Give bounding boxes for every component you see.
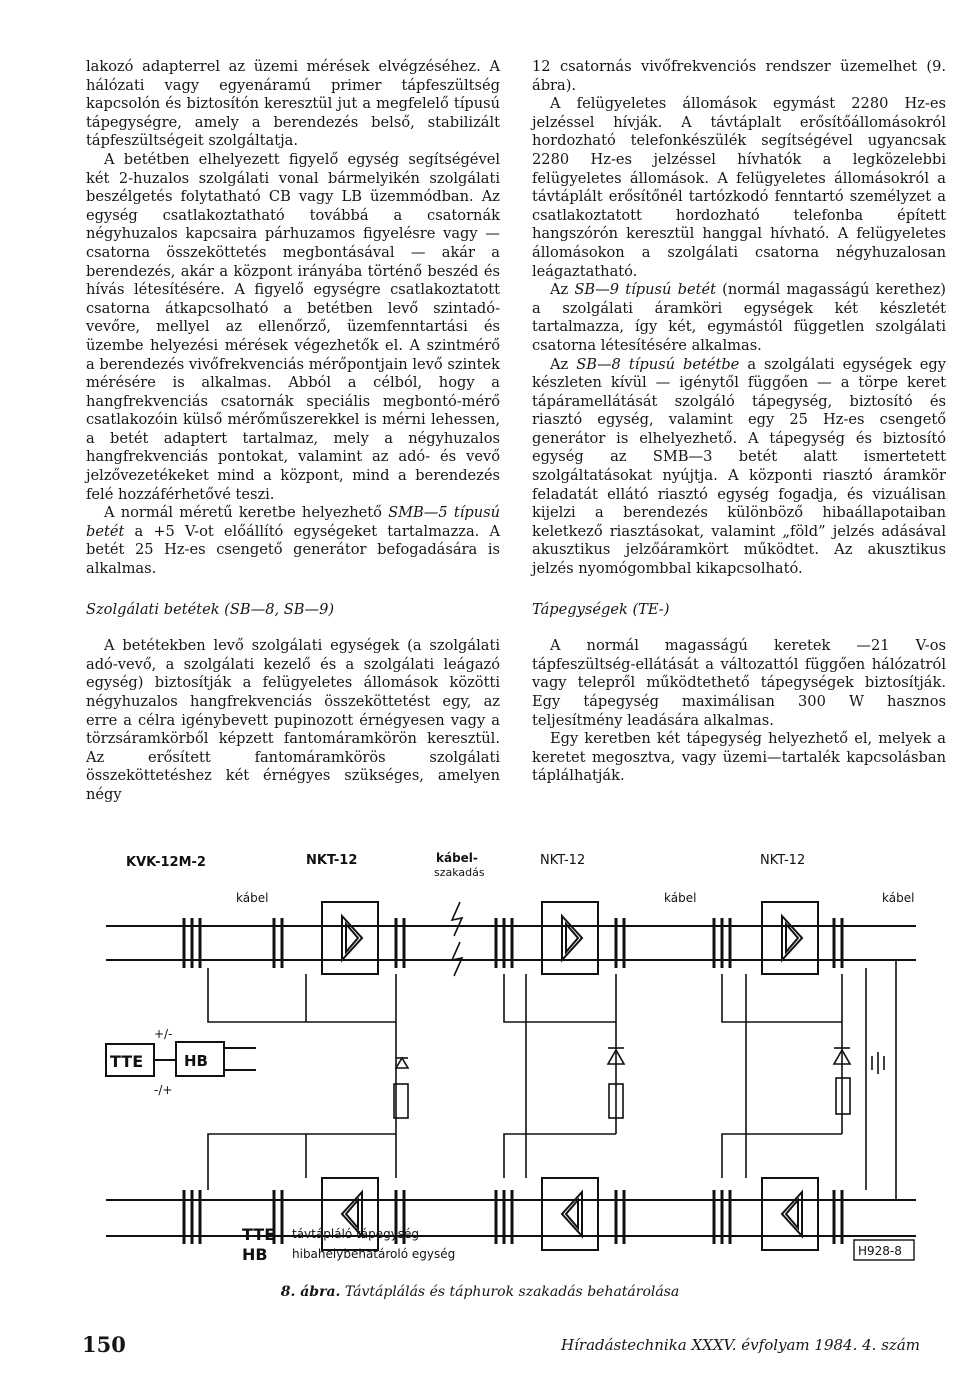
legend-tte-text: távtápláló tápegység <box>292 1227 420 1241</box>
section-heading: Tápegységek (TE-) <box>532 600 670 618</box>
cable-label-3: kábel <box>664 891 697 905</box>
paragraph: A normál magasságú keretek —21 V-os tápfeszültség-ellátását a változattól függően hálózatról vagy telepről működtethető tápegységek biztosítják. Egy tápegység maximálisan 300 W hasznos teljesítmény leadására alkalmas. <box>532 637 946 729</box>
paragraph: A betétben elhelyezett figyelő egység segítségével két 2-huzalos szolgálati vonal bármelyikén szolgálati beszélgetés folytatható CB vagy LB üzemmódban. Az egység csatlakoztatható továbbá a csatornák négyhuzalos kapcsaira párhuzamos figyelésre vagy — csatorna összeköttetés megbontásával — akár a berendezés, akár a központ irányába történő beszéd és hívás létesítésére. A figyelő egységre csatlakoztatott csatorna átkapcsolható a betétben levő szintadó-vevőre, mellyel az ellenőrző, üzemfenntartási és üzembe helyezési mérések végezhetők el. A szintmérő a berendezés vivőfrekvenciás mérőpontjain levő szintek mérésére is alkalmas. Abból a célból, hogy a hangfrekvenciás csatornák speciális megbontó-mérő csatlakozóin külső mérőműszerekkel is mérni lehessen, a betét adaptert tartalmaz, mely a négyhuzalos hangfrekvenciás pontokat, valamint az adó- és vevő jelzővezetékeket mind a központ, mind a berendezés felé hozzáférhetővé teszi. <box>86 150 500 503</box>
left-column <box>86 58 500 805</box>
break-label: szakadás <box>434 866 485 879</box>
paragraph: A felügyeletes állomások egymást 2280 Hz-es jelzéssel hívják. A távtáplalt erősítőállomásokról hordozható telefonkészülék segítségével ugyancsak 2280 Hz-es jelzéssel hívhatók a legközelebbi felügyeletes állomások. A felügyeletes állomásokról a távtáplált erősítőnél tartózkodó fenntartó személyzet a csatlakoztatott hordozható telefonba épített hangszórón keresztül hanggal hívható. A felügyeletes állomásokon a szolgálati csatorna négyhuzalosan leágaztatható. <box>532 95 946 280</box>
text-run: Az <box>550 281 575 299</box>
emphasis-text: SMB—5 típusú betét <box>86 504 500 540</box>
paragraph: Egy keretben két tápegység helyezhető el, melyek a keretet megosztva, vagy üzemi—tartalék kapcsolásban táplálhatják. <box>532 730 946 785</box>
paragraph: A betétekben levő szolgálati egységek (a szolgálati adó-vevő, a szolgálati kezelő és a szolgálati leágazó egység) biztosítják a felügyeletes állomások közötti négyhuzalos hangfrekvenciás összeköttetést egy, az erre a célra igénybevett pupinozott érnégyesen vagy a törzsáramkörből képzett fantomáramkörön keresztül. Az erősített fantomáramkörös szolgálati összeköttetéshez két érnégyes szükséges, amelyen négy <box>86 637 500 803</box>
text-run: (normál magasságú kerethez) a szolgálati áramköri egységek két készletét tartalmazza, így két, egymástól független szolgálati csatorna létesítésére alkalmas. <box>532 281 946 354</box>
power-loop <box>208 960 896 1200</box>
cable-label-4: kábel <box>882 891 915 905</box>
cable-label-1: kábel <box>236 891 269 905</box>
legend-hb-text: hibahelybehatároló egység <box>292 1247 456 1261</box>
figure-ref: H928-8 <box>858 1244 902 1258</box>
diode-resistor-network <box>394 1048 884 1118</box>
paragraph: lakozó adapterrel az üzemi mérések elvégzéséhez. A hálózati vagy egyenáramú primer tápfeszültség kapcsolón és biztosítón keresztül jut a megfelelő típusú tápegységre, amely a berendezés belső, stabilizált tápfeszültségeit szolgáltatja. <box>86 58 500 150</box>
circuit-diagram <box>96 838 920 1278</box>
hb-box-label: HB <box>184 1052 208 1070</box>
running-head: Híradástechnika XXXV. évfolyam 1984. 4. szám <box>561 1336 920 1354</box>
cable-break-label: kábel- <box>436 851 478 865</box>
text-run: a szolgálati egységek egy készleten kívül — igénytől függően — a törpe keret tápáramellátását szolgáló tápegység, biztosító és riasztó egység, valamint egy 25 Hz-es csengető generátor is elhelyezhető. A tápegység és biztosító egység az SMB—3 betét alatt ismertetett szolgáltatásokat nyújtja. A központi riasztó áramkör feladatát ellátó riasztó egység fogadja, és vizuálisan kijelzi a berendezés különböző hibaállapotaiban keletkező riasztásokat, valamint „föld” jelzés adásával akusztikus jelzőáramkört működtet. Az akusztikus jelzés nyomógombbal kikapcsolható. <box>532 355 946 578</box>
page-number: 150 <box>82 1332 126 1357</box>
polarity-top: +/- <box>154 1027 173 1041</box>
text-run: a +5 V-ot előállító egységeket tartalmazza. A betét 25 Hz-es csengető generátor befogadására is alkalmas. <box>86 522 500 578</box>
polarity-bottom: -/+ <box>154 1083 173 1097</box>
text-run: Az <box>550 355 577 373</box>
kvk-label: KVK-12M-2 <box>126 855 206 870</box>
nkt-label-1: NKT-12 <box>306 853 358 868</box>
nkt-label-3: NKT-12 <box>760 853 806 868</box>
text-run: A normál méretű keretbe helyezhető <box>104 504 389 522</box>
paragraph <box>86 504 500 578</box>
legend-tte: TTE <box>242 1225 276 1244</box>
section-heading: Szolgálati betétek (SB—8, SB—9) <box>86 600 335 618</box>
transformer-stacks <box>184 918 842 1244</box>
legend-hb: HB <box>242 1245 268 1264</box>
emphasis-text: SB—8 típusú betétbe <box>576 355 740 373</box>
figure-caption <box>0 1284 960 1300</box>
caption-number: 8. ábra. <box>280 1284 341 1300</box>
right-column <box>532 58 946 786</box>
tte-box-label: TTE <box>110 1052 144 1071</box>
paragraph: 12 csatornás vivőfrekvenciós rendszer üzemelhet (9. ábra). <box>532 58 946 94</box>
nkt-label-2: NKT-12 <box>540 853 586 868</box>
cable-rails <box>106 926 916 1236</box>
paragraph <box>532 281 946 355</box>
emphasis-text: SB—9 típusú betét <box>574 281 716 299</box>
paragraph <box>532 356 946 579</box>
cable-break-mark <box>452 902 462 976</box>
caption-text: Távtáplálás és táphurok szakadás behatárolása <box>344 1284 680 1300</box>
